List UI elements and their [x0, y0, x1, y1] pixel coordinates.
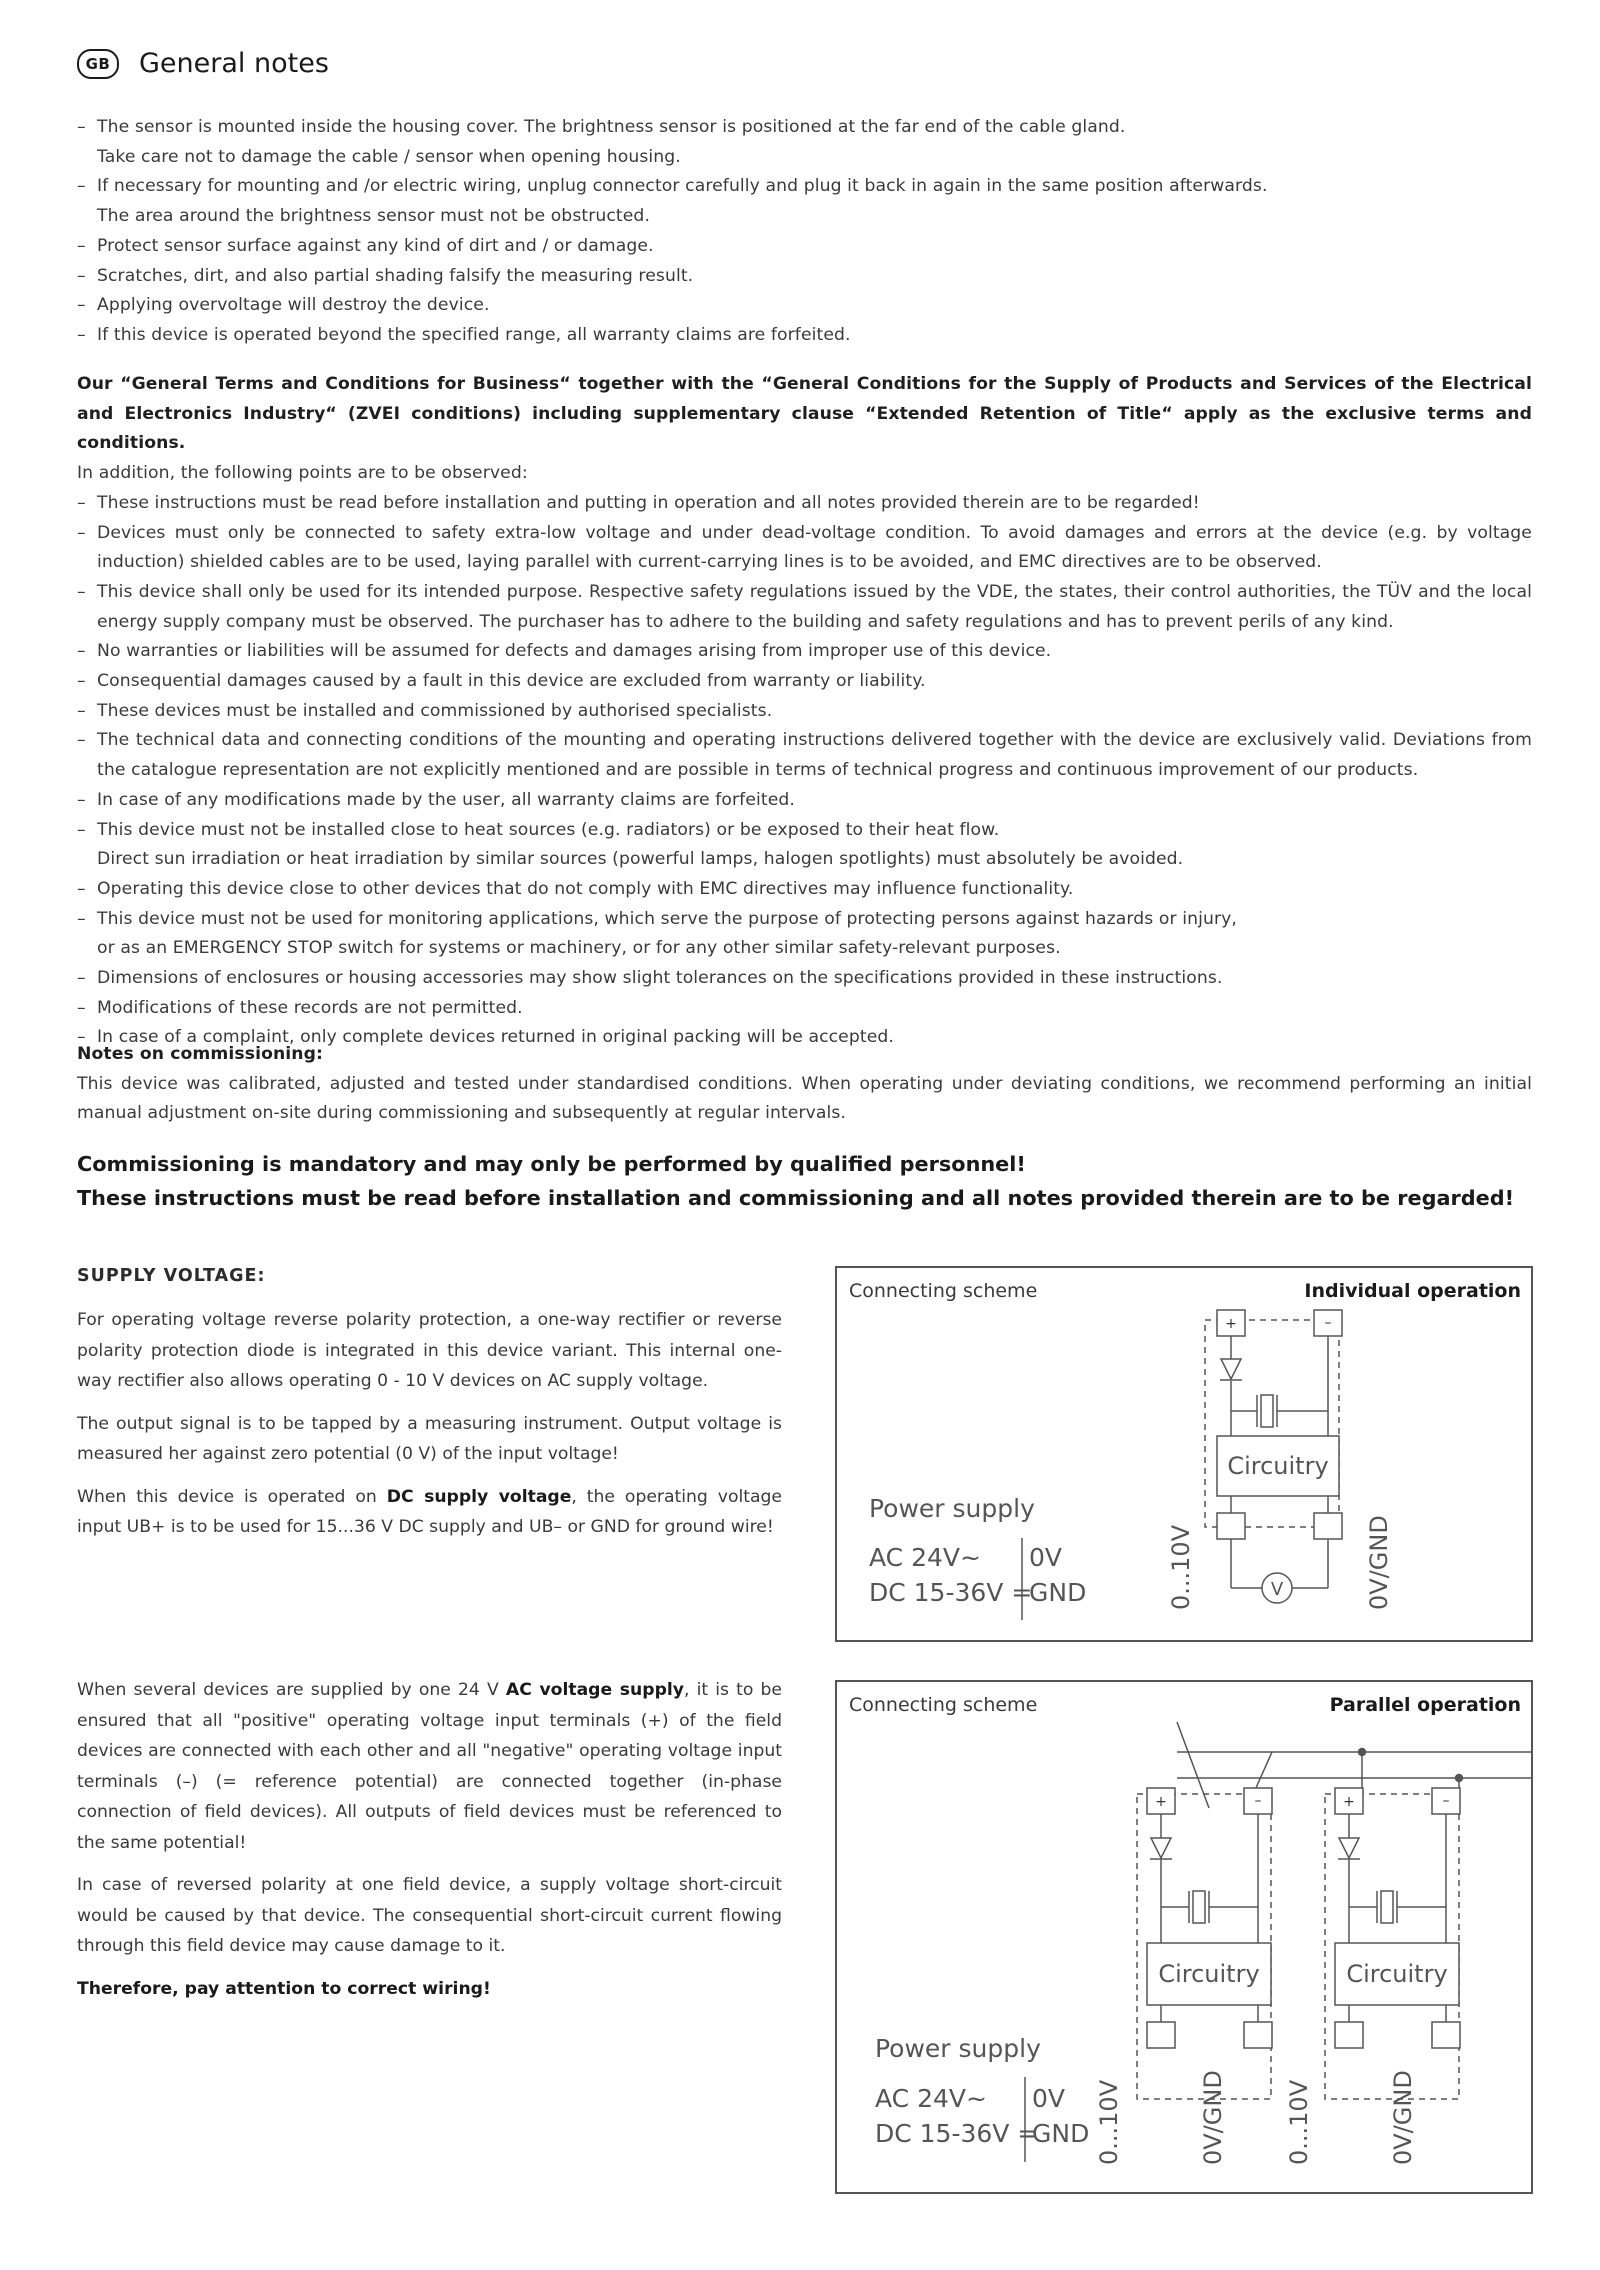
connecting-scheme-individual: [835, 1266, 1533, 1642]
list-item: – Dimensions of enclosures or housing accessories may show slight tolerances on the specifications provided in these instructions.: [77, 968, 1223, 989]
gnd-label: GND: [1029, 1578, 1087, 1607]
list-item: – Applying overvoltage will destroy the device.: [77, 295, 490, 316]
supply-paragraph-1: For operating voltage reverse polarity protection, a one-way rectifier or reverse polarity protection diode is integrated in this device variant. This internal one-way rectifier also allows operating 0 - 10 V devices on AC supply voltage.: [77, 1310, 782, 1391]
scheme-label: Connecting scheme: [849, 1694, 1038, 1716]
output-voltage-label-1: 0...10V: [1095, 2079, 1123, 2165]
minus-sign: –: [1324, 1315, 1332, 1331]
circuitry-label-1: Circuitry: [1158, 1960, 1260, 1988]
output-voltage-label-2: 0...10V: [1285, 2079, 1313, 2165]
list-item: – Operating this device close to other devices that do not comply with EMC directives may influence functionality.: [77, 878, 1074, 899]
sensor-element-icon: [1381, 1891, 1393, 1923]
supply-paragraph-4: When several devices are supplied by one 24 V AC voltage supply, it is to be ensured that all "positive" operating voltage input terminals (+) of the field devices are connected with each other and all "negative" operating voltage input terminals (–) (= reference potential) are connected together (in-phase connection of field devices). All outputs of field devices must be referenced to the same potential!: [77, 1680, 782, 1853]
gnd-vertical-label: 0V/GND: [1365, 1515, 1393, 1610]
scheme-label: Connecting scheme: [849, 1280, 1038, 1302]
mandatory-notice: [77, 1147, 1547, 1215]
list-item: – The technical data and connecting conditions of the mounting and operating instructions delivered together with the device are exclusively valid. Deviations from the catalogue representation are not explicitly mentioned and are possible in terms of technical progress and continuous improvement of our products.: [77, 730, 1532, 781]
scheme-mode: Parallel operation: [1329, 1694, 1521, 1716]
dc-label: DC 15-36V =: [875, 2119, 1039, 2148]
list-item: – Modifications of these records are not permitted.: [77, 997, 523, 1018]
ac-supply-text: [77, 1675, 782, 2016]
page-title: General notes: [139, 48, 329, 79]
gnd-label: GND: [1032, 2119, 1090, 2148]
page-header: [77, 48, 329, 79]
commissioning-notes: [77, 1040, 1532, 1129]
zero-v-label: 0V: [1032, 2084, 1066, 2113]
terms-intro: Our “General Terms and Conditions for Business“ together with the “General Conditions for the Supply of Products and Services of the Electrical and Electronics Industry“ (ZVEI conditions) including supplementary clause “Extended Retention of Title“ apply as the exclusive terms and conditions.: [77, 374, 1532, 454]
minus-sign: –: [1254, 1793, 1262, 1809]
plus-sign: +: [1225, 1316, 1237, 1332]
plus-sign: +: [1155, 1794, 1167, 1810]
terminal-gnd: [1314, 1513, 1342, 1539]
list-item: – In case of any modifications made by the user, all warranty claims are forfeited.: [77, 789, 795, 810]
circuitry-label-2: Circuitry: [1346, 1960, 1448, 1988]
list-item: – Scratches, dirt, and also partial shading falsify the measuring result.: [77, 265, 694, 286]
list-item: – Devices must only be connected to safety extra-low voltage and under dead-voltage condition. To avoid damages and errors at the device (e.g. by voltage induction) shielded cables are to be used, laying parallel with current-carrying lines is to be avoided, and EMC directives are to be observed.: [77, 522, 1532, 573]
sensor-element-icon: [1193, 1891, 1205, 1923]
list-item: – These instructions must be read before installation and putting in operation and all notes provided therein are to be regarded!: [77, 492, 1200, 513]
commissioning-text: This device was calibrated, adjusted and tested under standardised conditions. When operating under deviating conditions, we recommend performing an initial manual adjustment on-site during commissioning and subsequently at regular intervals.: [77, 1073, 1532, 1124]
connecting-scheme-parallel: [835, 1680, 1533, 2194]
language-badge: GB: [77, 49, 119, 79]
terms-addition: In addition, the following points are to be observed:: [77, 463, 528, 484]
sensor-element-icon: [1261, 1395, 1273, 1427]
supply-paragraph-3: When this device is operated on DC supply voltage, the operating voltage input UB+ is to be used for 15...36 V DC supply and UB– or GND for ground wire!: [77, 1486, 782, 1537]
voltmeter-label: V: [1270, 1579, 1284, 1600]
list-item: – These devices must be installed and commissioned by authorised specialists.: [77, 700, 773, 721]
supply-voltage-text: [77, 1305, 782, 1555]
power-supply-label: Power supply: [869, 1494, 1035, 1523]
dc-label: DC 15-36V =: [869, 1578, 1033, 1607]
ac-label: AC 24V~: [875, 2084, 987, 2113]
scheme-mode: Individual operation: [1304, 1280, 1521, 1302]
list-item: – This device must not be used for monitoring applications, which serve the purpose of protecting persons against hazards or injury,: [77, 908, 1237, 929]
list-item: Direct sun irradiation or heat irradiation by similar sources (powerful lamps, halogen spotlights) must absolutely be avoided.: [97, 849, 1184, 870]
zero-v-label: 0V: [1029, 1543, 1063, 1572]
sensor-notes: [77, 113, 1532, 351]
terms-section: [77, 370, 1532, 1053]
gnd-vertical-label-1: 0V/GND: [1199, 2070, 1227, 2165]
mandatory-line-1: Commissioning is mandatory and may only be performed by qualified personnel!: [77, 1152, 1026, 1176]
supply-voltage-heading: SUPPLY VOLTAGE:: [77, 1266, 266, 1286]
diode-icon: [1339, 1838, 1359, 1858]
list-item: – Protect sensor surface against any kind of dirt and / or damage.: [77, 235, 654, 256]
gnd-vertical-label-2: 0V/GND: [1389, 2070, 1417, 2165]
output-voltage-label: 0...10V: [1167, 1524, 1195, 1610]
wiring-diagram-parallel: [837, 1682, 1531, 2192]
terminal-output: [1217, 1513, 1245, 1539]
list-item: – In case of a complaint, only complete devices returned in original packing will be accepted.: [77, 1027, 894, 1048]
plus-sign: +: [1343, 1794, 1355, 1810]
diode-icon: [1221, 1359, 1241, 1379]
mandatory-line-2: These instructions must be read before installation and commissioning and all notes provided therein are to be regarded!: [77, 1186, 1515, 1210]
ac-label: AC 24V~: [869, 1543, 981, 1572]
list-item: The area around the brightness sensor must not be obstructed.: [97, 206, 651, 227]
list-item: – If necessary for mounting and /or electric wiring, unplug connector carefully and plug it back in again in the same position afterwards.: [77, 176, 1268, 197]
circuitry-label: Circuitry: [1227, 1452, 1329, 1480]
supply-paragraph-6: Therefore, pay attention to correct wiring!: [77, 1978, 491, 1999]
supply-paragraph-5: In case of reversed polarity at one field device, a supply voltage short-circuit would be caused by that device. The consequential short-circuit current flowing through this field device may cause damage to it.: [77, 1875, 782, 1956]
minus-sign: –: [1442, 1793, 1450, 1809]
list-item: – No warranties or liabilities will be assumed for defects and damages arising from improper use of this device.: [77, 641, 1052, 662]
list-item: or as an EMERGENCY STOP switch for systems or machinery, or for any other similar safety-relevant purposes.: [97, 938, 1061, 959]
list-item: – The sensor is mounted inside the housing cover. The brightness sensor is positioned at the far end of the cable gland.: [77, 117, 1126, 137]
power-supply-label: Power supply: [875, 2034, 1041, 2063]
list-item: – This device must not be installed close to heat sources (e.g. radiators) or be exposed to their heat flow.: [77, 819, 1000, 840]
list-item: Take care not to damage the cable / sensor when opening housing.: [97, 146, 681, 167]
list-item: – This device shall only be used for its intended purpose. Respective safety regulations issued by the VDE, the states, their control authorities, the TÜV and the local energy supply company must be observed. The purchaser has to adhere to the building and safety regulations and has to prevent perils of any kind.: [77, 581, 1532, 632]
diode-icon: [1151, 1838, 1171, 1858]
commissioning-heading: Notes on commissioning:: [77, 1044, 324, 1064]
list-item: – If this device is operated beyond the specified range, all warranty claims are forfeited.: [77, 324, 851, 345]
supply-paragraph-2: The output signal is to be tapped by a measuring instrument. Output voltage is measured her against zero potential (0 V) of the input voltage!: [77, 1413, 782, 1464]
list-item: – Consequential damages caused by a fault in this device are excluded from warranty or liability.: [77, 671, 926, 692]
